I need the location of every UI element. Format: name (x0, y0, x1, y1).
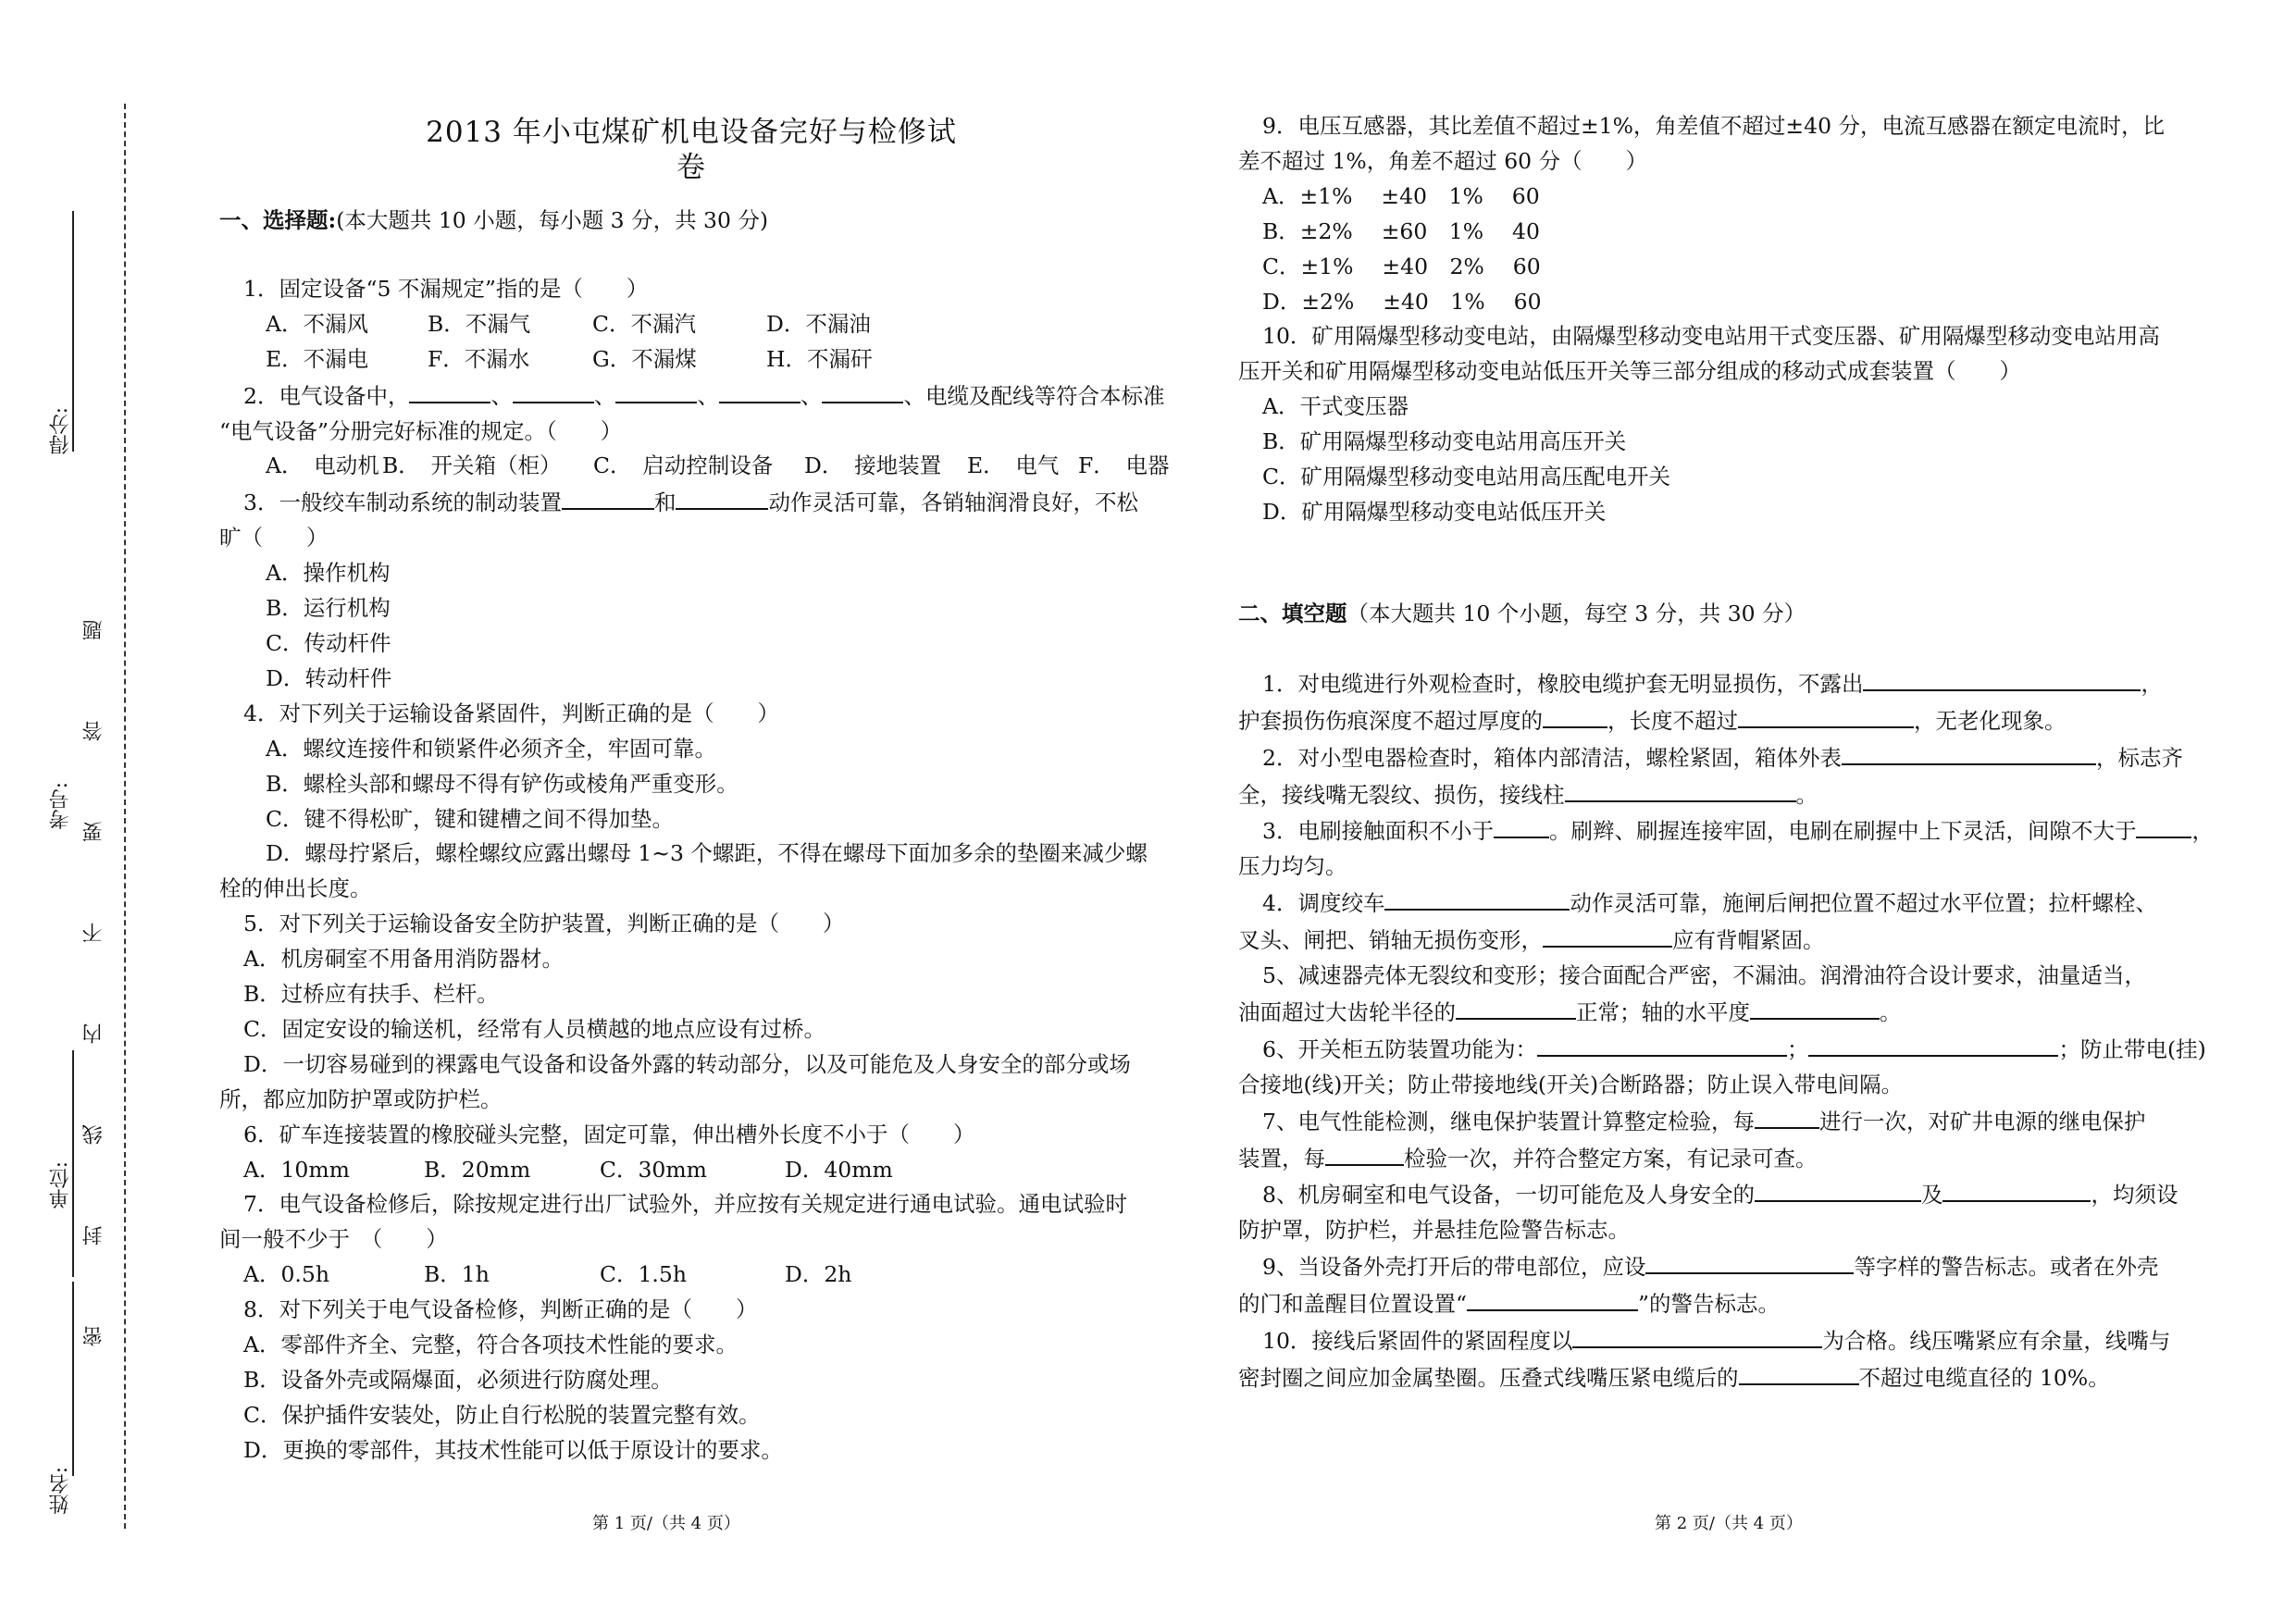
fill-8-text-a: 8、机房硐室和电气设备，一切可能危及人身安全的 (1262, 1182, 1755, 1209)
fill-4-line-1 (1238, 885, 2247, 922)
q1-option-d: D．不漏油 (766, 310, 871, 337)
fill-8-text-c: ，均须设 (2091, 1182, 2178, 1209)
q10-option-c: C．矿用隔爆型移动变电站用高压配电开关 (1262, 464, 1670, 490)
page-2-footer: 第 2 页/（共 4 页） (1655, 1514, 1803, 1533)
fill-5-blank-1 (1456, 994, 1576, 1020)
q2-sep: 、 (800, 382, 823, 409)
q2-stem-end: 、电缆及配线等符合本标准 (903, 382, 1165, 409)
section-1-title: 一、选择题: (219, 207, 337, 233)
q7-options (219, 1258, 1191, 1293)
q4-option-c: C．键不得松旷，键和键槽之间不得加垫。 (266, 805, 674, 832)
fill-8-line-1 (1238, 1176, 2247, 1213)
fill-10-text-c: 密封圈之间应加金属垫圈。压叠式线嘴压紧电缆后的 (1238, 1365, 1739, 1391)
q6-option-b: B．20mm (424, 1156, 531, 1183)
q1-option-e: E．不漏电 (266, 345, 369, 372)
q3-blank-2 (676, 484, 768, 510)
q2-option-a: A． 电动机 (266, 452, 379, 479)
fill-5-text-d: 。 (1880, 998, 1902, 1025)
fill-7-text-d: 检验一次，并符合整定方案，有记录可查。 (1404, 1145, 1818, 1172)
q7-option-a: A．0.5h (243, 1261, 329, 1288)
fill-3-line-2: 压力均匀。 (1238, 853, 1347, 880)
fill-2-line-2 (1238, 776, 2247, 813)
unit-label: 单位: (49, 1161, 72, 1209)
q2-stem (219, 378, 1191, 415)
q1-options-row1 (219, 307, 1191, 342)
q2-sep: 、 (490, 382, 513, 409)
q2-option-e: E． 电气 (967, 452, 1060, 479)
q5-option-a: A．机房硐室不用备用消防器材。 (243, 946, 564, 973)
q3-stem-end: 动作灵活可靠，各销轴润滑良好，不松 (768, 490, 1138, 516)
fill-5-line-2 (1238, 994, 2247, 1031)
q8-option-a: A．零部件齐全、完整，符合各项技术性能的要求。 (243, 1332, 738, 1358)
q3-option-c: C．传动杆件 (266, 629, 391, 656)
fill-7-line-1 (1238, 1103, 2247, 1140)
fill-1-blank-2 (1543, 702, 1607, 728)
fill-5-line-1: 5、减速器壳体无裂纹和变形；接合面配合严密，不漏油。润滑油符合设计要求，油量适当， (1262, 962, 2146, 989)
q3-stem-cont: 旷（ ） (219, 525, 329, 552)
fill-9-text-b: 等字样的警告标志。或者在外壳 (1854, 1254, 2159, 1281)
q8-stem: 8．对下列关于电气设备检修，判断正确的是（ ） (243, 1296, 758, 1323)
q2-options (219, 449, 1191, 484)
q3-stem (219, 484, 1191, 521)
score-label: 得分: (49, 407, 72, 455)
fill-4-text-b: 动作灵活可靠，施闸后闸把位置不超过水平位置；拉杆螺栓、 (1570, 890, 2157, 917)
fill-1-line-1 (1238, 665, 2247, 702)
fill-4-text-d: 应有背帽紧固。 (1672, 927, 1825, 954)
fill-7-text-a: 7、电气性能检测，继电保护装置计算整定检验，每 (1262, 1108, 1755, 1134)
fill-4-text-c: 叉头、闸把、销轴无损伤变形， (1238, 927, 1543, 954)
fill-9-text-d: ”的警告标志。 (1638, 1291, 1781, 1318)
q5-option-d: D．一切容易碰到的裸露电气设备和设备外露的转动部分，以及可能危及人身安全的部分或场 (243, 1050, 1131, 1077)
q8-option-d: D．更换的零部件，其技术性能可以低于原设计的要求。 (243, 1436, 783, 1463)
fill-8-blank-1 (1755, 1176, 1921, 1202)
fill-1-text-b: ， (2141, 670, 2163, 697)
q9-option-a: A．±1% ±40 1% 60 (1262, 182, 1540, 209)
q3-option-b: B．运行机构 (266, 595, 391, 622)
q1-stem: 1．固定设备“5 不漏规定”指的是（ ） (243, 275, 649, 302)
q5-option-d-cont: 所，都应加防护罩或防护栏。 (219, 1085, 503, 1112)
q1-option-a: A．不漏风 (266, 310, 368, 337)
fill-6-line-1 (1238, 1031, 2247, 1068)
q4-stem: 4．对下列关于运输设备紧固件，判断正确的是（ ） (243, 700, 779, 726)
q10-option-a: A．干式变压器 (1262, 393, 1409, 420)
fill-1-text-a: 1．对电缆进行外观检查时，橡胶电缆护套无明显损伤，不露出 (1262, 670, 1864, 697)
q4-option-d-cont: 栓的伸出长度。 (219, 875, 372, 902)
fill-3-text-c: ， (2191, 818, 2214, 845)
fill-2-text-d: 。 (1795, 781, 1818, 808)
page-1-footer: 第 1 页/（共 4 页） (592, 1514, 740, 1533)
fill-7-text-b: 进行一次，对矿井电源的继电保护 (1818, 1108, 2146, 1134)
q1-option-h: H．不漏矸 (766, 345, 873, 372)
fill-2-blank-1 (1842, 739, 2096, 765)
q8-option-c: C．保护插件安装处，防止自行松脱的装置完整有效。 (243, 1401, 761, 1428)
fill-1-blank-1 (1863, 665, 2141, 691)
q10-option-d: D．矿用隔爆型移动变电站低压开关 (1262, 498, 1607, 525)
q7-option-c: C．1.5h (600, 1261, 687, 1288)
fill-1-text-c: 护套损伤伤痕深度不超过厚度的 (1238, 707, 1543, 734)
q4-option-d: D．螺母拧紧后，螺栓螺纹应露出螺母 1~3 个螺距，不得在螺母下面加多余的垫圈来减少螺 (266, 840, 1148, 867)
fill-10-line-2 (1238, 1359, 2247, 1396)
q7-stem: 7．电气设备检修后，除按规定进行出厂试验外，并应按有关规定进行通电试验。通电试验时 (243, 1191, 1127, 1218)
q1-option-b: B．不漏气 (428, 310, 531, 337)
q3-stem-start: 3．一般绞车制动系统的制动装置 (243, 490, 562, 516)
fill-8-line-2: 防护罩，防护栏，并悬挂危险警告标志。 (1238, 1217, 1630, 1244)
q2-blank-3 (615, 378, 697, 403)
fill-4-text-a: 4．调度绞车 (1262, 890, 1385, 917)
q3-option-a: A．操作机构 (266, 560, 391, 587)
q2-sep: 、 (593, 382, 616, 409)
q10-stem: 10．矿用隔爆型移动变电站，由隔爆型移动变电站用干式变压器、矿用隔爆型移动变电站用高 (1262, 323, 2160, 350)
fill-9-blank-1 (1645, 1248, 1854, 1274)
fill-2-line-1 (1238, 739, 2247, 776)
q7-stem-cont: 间一般不少于 （ ） (219, 1226, 448, 1253)
exam-page-2 (1203, 0, 2296, 1624)
fill-2-text-c: 全，接线嘴无裂纹、损伤，接线柱 (1238, 781, 1565, 808)
q2-option-c: C． 启动控制设备 (593, 452, 774, 479)
name-underline (72, 1282, 74, 1476)
fill-5-blank-2 (1750, 994, 1880, 1020)
fill-5-text-c: 正常；轴的水平度 (1576, 998, 1750, 1025)
q7-option-b: B．1h (424, 1261, 490, 1288)
fill-1-line-2 (1238, 702, 2247, 739)
fill-9-line-2 (1238, 1285, 2247, 1322)
fill-5-text-b: 油面超过大齿轮半径的 (1238, 998, 1456, 1025)
fill-6-text-c: ；防止带电(挂) (2058, 1035, 2206, 1062)
q1-option-g: G．不漏煤 (592, 345, 697, 372)
q6-option-c: C．30mm (600, 1156, 707, 1183)
q9-stem-cont: 差不超过 1%，角差不超过 60 分（ ） (1238, 147, 1648, 174)
fill-8-blank-2 (1942, 1176, 2091, 1202)
q5-stem: 5．对下列关于运输设备安全防护装置，判断正确的是（ ） (243, 911, 845, 937)
fill-9-line-1 (1238, 1248, 2247, 1285)
q9-stem: 9．电压互感器，其比差值不超过±1%，角差值不超过±40 分，电流互感器在额定电流时，比 (1262, 113, 2165, 139)
q1-option-c: C．不漏汽 (592, 310, 696, 337)
q2-stem-cont: “电气设备”分册完好标准的规定。（ ） (219, 417, 623, 444)
q5-option-c: C．固定安设的输送机，经常有人员横越的地点应设有过桥。 (243, 1015, 825, 1042)
fill-4-blank-2 (1543, 922, 1672, 948)
seal-line-notice: 密 封 线 内 不 要 答 题 (82, 583, 105, 1346)
q9-option-c: C．±1% ±40 2% 60 (1262, 253, 1541, 279)
fill-4-blank-1 (1384, 885, 1570, 911)
q2-sep: 、 (697, 382, 719, 409)
fill-3-blank-1 (1494, 812, 1549, 838)
section-1-note: (本大题共 10 小题，每小题 3 分，共 30 分) (336, 207, 769, 233)
q1-options-row2 (219, 342, 1191, 378)
q9-option-b: B．±2% ±60 1% 40 (1262, 217, 1540, 244)
q6-option-d: D．40mm (785, 1156, 893, 1183)
q6-options (219, 1153, 1191, 1188)
q10-stem-cont: 压开关和矿用隔爆型移动变电站低压开关等三部分组成的移动式成套装置（ ） (1238, 358, 2021, 385)
fill-3-blank-2 (2136, 812, 2191, 838)
name-label: 姓名: (49, 1467, 72, 1515)
fill-6-blank-2 (1808, 1031, 2058, 1057)
fill-7-line-2 (1238, 1140, 2247, 1177)
fill-7-blank-1 (1755, 1103, 1819, 1129)
fill-6-line-2: 合接地(线)开关；防止带接地线(开关)合断路器；防止误入带电间隔。 (1238, 1071, 1904, 1097)
fill-10-text-d: 不超过电缆直径的 10%。 (1858, 1365, 2110, 1391)
q1-option-f: F．不漏水 (428, 345, 530, 372)
q2-blank-2 (513, 378, 594, 403)
q2-blank-5 (822, 378, 903, 403)
fill-3-text-b: 。刷辫、刷握连接牢固，电刷在刷握中上下灵活，间隙不大于 (1548, 818, 2137, 845)
section-2-note: （本大题共 10 个小题，每空 3 分，共 30 分） (1347, 600, 1806, 626)
fill-6-blank-1 (1537, 1031, 1787, 1057)
fill-10-text-b: 为合格。线压嘴紧应有余量，线嘴与 (1822, 1328, 2171, 1355)
fill-6-text-b: ； (1786, 1035, 1809, 1062)
q3-and: 和 (653, 490, 676, 516)
q3-option-d: D．转动杆件 (266, 664, 392, 691)
exam-no-label: 考号: (49, 782, 72, 830)
fill-10-line-1 (1238, 1322, 2247, 1359)
fill-9-text-c: 的门和盖醒目位置设置“ (1238, 1291, 1468, 1318)
fill-8-text-b: 及 (1920, 1182, 1943, 1209)
q4-option-b: B．螺栓头部和螺母不得有铲伤或棱角严重变形。 (266, 770, 738, 797)
q2-option-f: F． 电器 (1078, 452, 1170, 479)
q6-stem: 6．矿车连接装置的橡胶碰头完整，固定可靠，伸出槽外长度不小于（ ） (243, 1121, 975, 1147)
q5-option-b: B．过桥应有扶手、栏杆。 (243, 981, 499, 1008)
fill-10-text-a: 10．接线后紧固件的紧固程度以 (1262, 1328, 1573, 1355)
q4-option-a: A．螺纹连接件和锁紧件必须齐全，牢固可靠。 (266, 735, 716, 762)
fill-7-blank-2 (1325, 1140, 1404, 1166)
q3-blank-1 (562, 484, 654, 510)
fill-7-text-c: 装置，每 (1238, 1145, 1325, 1172)
fill-3-text-a: 3．电刷接触面积不小于 (1262, 818, 1494, 845)
q10-option-b: B．矿用隔爆型移动变电站用高压开关 (1262, 428, 1627, 455)
page1-content (219, 116, 1191, 1469)
binding-dashed-line (124, 104, 126, 1529)
q7-option-d: D．2h (785, 1261, 852, 1288)
fill-1-text-d: ，长度不超过 (1607, 707, 1738, 734)
q9-option-d: D．±2% ±40 1% 60 (1262, 288, 1542, 315)
fill-10-blank-2 (1739, 1359, 1859, 1385)
fill-1-blank-3 (1738, 702, 1914, 728)
q2-blank-4 (719, 378, 800, 403)
fill-2-text-a: 2．对小型电器检查时，箱体内部清洁，螺栓紧固，箱体外表 (1262, 744, 1842, 771)
fill-9-text-a: 9、当设备外壳打开后的带电部位，应设 (1262, 1254, 1646, 1281)
fill-1-text-e: ，无老化现象。 (1914, 707, 2066, 734)
q2-option-d: D． 接地装置 (804, 452, 942, 479)
fill-3-line-1 (1238, 812, 2247, 849)
fill-9-blank-2 (1467, 1285, 1638, 1311)
q2-blank-1 (409, 378, 490, 403)
page2-content (1238, 109, 2247, 1396)
section-2-heading (1238, 597, 2247, 632)
fill-6-text-a: 6、开关柜五防装置功能为： (1262, 1035, 1537, 1062)
fill-2-text-b: ，标志齐 (2095, 744, 2183, 771)
fill-4-line-2 (1238, 922, 2247, 959)
q8-option-b: B．设备外壳或隔爆面，必须进行防腐处理。 (243, 1367, 673, 1393)
q2-option-b: B． 开关箱（柜） (382, 452, 562, 479)
section-2-title: 二、填空题 (1238, 600, 1347, 626)
q2-stem-start: 2．电气设备中， (243, 382, 410, 409)
fill-2-blank-2 (1565, 776, 1796, 802)
fill-10-blank-1 (1572, 1322, 1822, 1348)
exam-title: 2013 年小屯煤矿机电设备完好与检修试卷 (426, 116, 957, 184)
section-1-heading (219, 204, 1191, 239)
q6-option-a: A．10mm (243, 1156, 350, 1183)
